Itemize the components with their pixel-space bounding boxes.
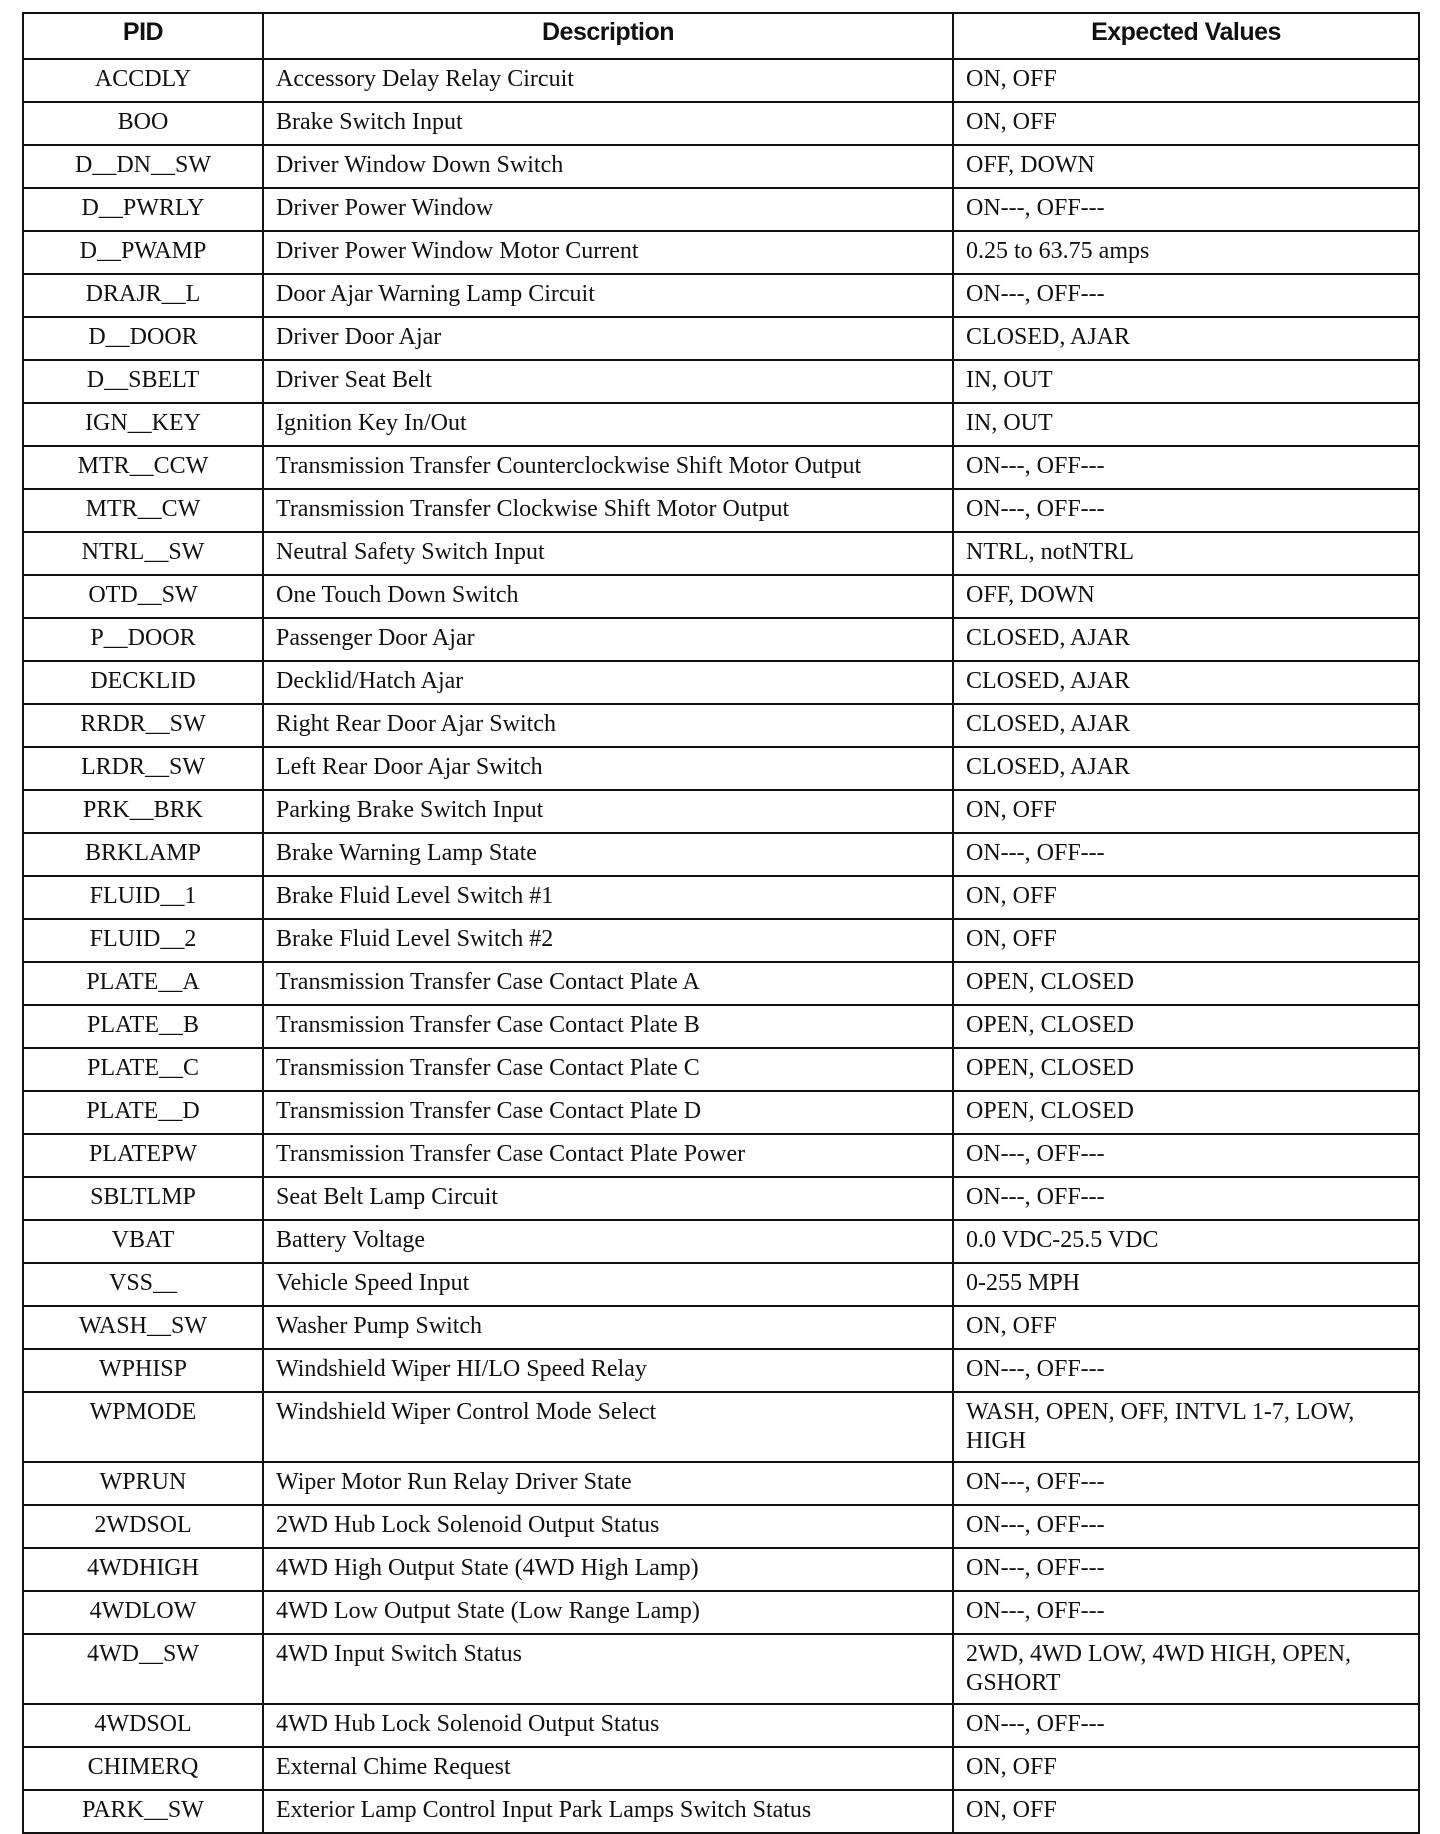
expected-values-cell: 0-255 MPH (953, 1263, 1419, 1306)
pid-cell: MTR__CCW (23, 446, 263, 489)
description-cell: Driver Power Window (263, 188, 953, 231)
expected-values-cell: ON, OFF (953, 59, 1419, 102)
description-cell: External Chime Request (263, 1747, 953, 1790)
description-cell: Parking Brake Switch Input (263, 790, 953, 833)
pid-cell: D__DN__SW (23, 145, 263, 188)
expected-values-cell: ON, OFF (953, 102, 1419, 145)
description-cell: Exterior Lamp Control Input Park Lamps Switch Status (263, 1790, 953, 1833)
table-row (23, 1747, 1419, 1790)
expected-values-cell: ON, OFF (953, 919, 1419, 962)
description-cell: Transmission Transfer Case Contact Plate B (263, 1005, 953, 1048)
pid-cell: IGN__KEY (23, 403, 263, 446)
expected-values-cell: ON---, OFF--- (953, 489, 1419, 532)
pid-cell: WASH__SW (23, 1306, 263, 1349)
table-row (23, 231, 1419, 274)
expected-values-cell: 0.0 VDC-25.5 VDC (953, 1220, 1419, 1263)
header-row (23, 13, 1419, 59)
header-expected-values: Expected Values (953, 13, 1419, 59)
description-cell: Brake Warning Lamp State (263, 833, 953, 876)
description-cell: Decklid/Hatch Ajar (263, 661, 953, 704)
table-row (23, 532, 1419, 575)
pid-cell: 4WD__SW (23, 1634, 263, 1704)
description-cell: Transmission Transfer Clockwise Shift Motor Output (263, 489, 953, 532)
description-cell: 4WD Low Output State (Low Range Lamp) (263, 1591, 953, 1634)
description-cell: Washer Pump Switch (263, 1306, 953, 1349)
pid-cell: MTR__CW (23, 489, 263, 532)
table-row (23, 1134, 1419, 1177)
pid-cell: PLATE__A (23, 962, 263, 1005)
description-cell: Transmission Transfer Case Contact Plate D (263, 1091, 953, 1134)
pid-cell: PRK__BRK (23, 790, 263, 833)
pid-cell: 4WDSOL (23, 1704, 263, 1747)
pid-cell: DRAJR__L (23, 274, 263, 317)
expected-values-cell: OPEN, CLOSED (953, 1048, 1419, 1091)
pid-cell: FLUID__1 (23, 876, 263, 919)
expected-values-cell: CLOSED, AJAR (953, 661, 1419, 704)
expected-values-cell: ON, OFF (953, 790, 1419, 833)
expected-values-cell: OFF, DOWN (953, 145, 1419, 188)
expected-values-cell: ON---, OFF--- (953, 1548, 1419, 1591)
table-row (23, 1462, 1419, 1505)
pid-cell: D__PWAMP (23, 231, 263, 274)
expected-values-cell: ON, OFF (953, 876, 1419, 919)
description-cell: Seat Belt Lamp Circuit (263, 1177, 953, 1220)
description-cell: Driver Power Window Motor Current (263, 231, 953, 274)
table-row (23, 1005, 1419, 1048)
expected-values-cell: ON, OFF (953, 1790, 1419, 1833)
pid-cell: P__DOOR (23, 618, 263, 661)
pid-cell: 4WDLOW (23, 1591, 263, 1634)
description-cell: Accessory Delay Relay Circuit (263, 59, 953, 102)
pid-cell: VBAT (23, 1220, 263, 1263)
table-row (23, 1306, 1419, 1349)
table-row (23, 446, 1419, 489)
table-row (23, 747, 1419, 790)
table-row (23, 790, 1419, 833)
description-cell: Windshield Wiper HI/LO Speed Relay (263, 1349, 953, 1392)
table-row (23, 1349, 1419, 1392)
expected-values-cell: CLOSED, AJAR (953, 618, 1419, 661)
expected-values-cell: ON---, OFF--- (953, 1591, 1419, 1634)
table-row (23, 1634, 1419, 1704)
pid-cell: PARK__SW (23, 1790, 263, 1833)
pid-cell: DECKLID (23, 661, 263, 704)
expected-values-cell: ON---, OFF--- (953, 1505, 1419, 1548)
pid-cell: PLATEPW (23, 1134, 263, 1177)
table-row (23, 833, 1419, 876)
description-cell: Battery Voltage (263, 1220, 953, 1263)
description-cell: Vehicle Speed Input (263, 1263, 953, 1306)
expected-values-cell: 0.25 to 63.75 amps (953, 231, 1419, 274)
table-row (23, 1392, 1419, 1462)
table-row (23, 1177, 1419, 1220)
pid-cell: BRKLAMP (23, 833, 263, 876)
expected-values-cell: ON, OFF (953, 1306, 1419, 1349)
expected-values-cell: CLOSED, AJAR (953, 317, 1419, 360)
table-row (23, 1091, 1419, 1134)
pid-cell: LRDR__SW (23, 747, 263, 790)
table-row (23, 1263, 1419, 1306)
table-row (23, 360, 1419, 403)
table-row (23, 1548, 1419, 1591)
expected-values-cell: OPEN, CLOSED (953, 962, 1419, 1005)
pid-cell: 4WDHIGH (23, 1548, 263, 1591)
pid-cell: FLUID__2 (23, 919, 263, 962)
pid-cell: SBLTLMP (23, 1177, 263, 1220)
table-body (23, 59, 1419, 1833)
table-row (23, 274, 1419, 317)
table-row (23, 618, 1419, 661)
pid-cell: D__PWRLY (23, 188, 263, 231)
pid-cell: D__SBELT (23, 360, 263, 403)
table-row (23, 317, 1419, 360)
description-cell: Brake Switch Input (263, 102, 953, 145)
description-cell: Right Rear Door Ajar Switch (263, 704, 953, 747)
table-row (23, 489, 1419, 532)
header-description: Description (263, 13, 953, 59)
description-cell: Brake Fluid Level Switch #2 (263, 919, 953, 962)
pid-cell: BOO (23, 102, 263, 145)
pid-cell: PLATE__C (23, 1048, 263, 1091)
table-row (23, 403, 1419, 446)
expected-values-cell: WASH, OPEN, OFF, INTVL 1-7, LOW, HIGH (953, 1392, 1419, 1462)
expected-values-cell: ON---, OFF--- (953, 1462, 1419, 1505)
expected-values-cell: ON---, OFF--- (953, 1177, 1419, 1220)
pid-cell: WPHISP (23, 1349, 263, 1392)
description-cell: Transmission Transfer Case Contact Plate Power (263, 1134, 953, 1177)
description-cell: Driver Window Down Switch (263, 145, 953, 188)
table-row (23, 1048, 1419, 1091)
description-cell: Driver Door Ajar (263, 317, 953, 360)
pid-cell: ACCDLY (23, 59, 263, 102)
pid-cell: PLATE__D (23, 1091, 263, 1134)
expected-values-cell: ON---, OFF--- (953, 1134, 1419, 1177)
table-row (23, 1220, 1419, 1263)
pid-cell: OTD__SW (23, 575, 263, 618)
table-row (23, 919, 1419, 962)
pid-cell: CHIMERQ (23, 1747, 263, 1790)
description-cell: Brake Fluid Level Switch #1 (263, 876, 953, 919)
table-row (23, 962, 1419, 1005)
expected-values-cell: NTRL, notNTRL (953, 532, 1419, 575)
description-cell: Transmission Transfer Case Contact Plate C (263, 1048, 953, 1091)
expected-values-cell: ON---, OFF--- (953, 1349, 1419, 1392)
description-cell: Passenger Door Ajar (263, 618, 953, 661)
pid-cell: D__DOOR (23, 317, 263, 360)
expected-values-cell: OPEN, CLOSED (953, 1091, 1419, 1134)
pid-cell: NTRL__SW (23, 532, 263, 575)
expected-values-cell: ON---, OFF--- (953, 188, 1419, 231)
table-row (23, 145, 1419, 188)
table-row (23, 1591, 1419, 1634)
table-row (23, 102, 1419, 145)
table-row (23, 59, 1419, 102)
table-row (23, 575, 1419, 618)
expected-values-cell: IN, OUT (953, 360, 1419, 403)
table-row (23, 1790, 1419, 1833)
expected-values-cell: 2WD, 4WD LOW, 4WD HIGH, OPEN, GSHORT (953, 1634, 1419, 1704)
table-row (23, 1704, 1419, 1747)
description-cell: 4WD High Output State (4WD High Lamp) (263, 1548, 953, 1591)
description-cell: Driver Seat Belt (263, 360, 953, 403)
description-cell: Left Rear Door Ajar Switch (263, 747, 953, 790)
expected-values-cell: ON---, OFF--- (953, 833, 1419, 876)
description-cell: 2WD Hub Lock Solenoid Output Status (263, 1505, 953, 1548)
table-row (23, 661, 1419, 704)
description-cell: Windshield Wiper Control Mode Select (263, 1392, 953, 1462)
table-row (23, 188, 1419, 231)
expected-values-cell: ON, OFF (953, 1747, 1419, 1790)
pid-cell: WPRUN (23, 1462, 263, 1505)
expected-values-cell: OFF, DOWN (953, 575, 1419, 618)
expected-values-cell: ON---, OFF--- (953, 1704, 1419, 1747)
description-cell: Ignition Key In/Out (263, 403, 953, 446)
pid-table (22, 12, 1420, 1834)
table-row (23, 704, 1419, 747)
pid-cell: WPMODE (23, 1392, 263, 1462)
description-cell: Transmission Transfer Case Contact Plate A (263, 962, 953, 1005)
pid-cell: 2WDSOL (23, 1505, 263, 1548)
expected-values-cell: ON---, OFF--- (953, 274, 1419, 317)
description-cell: Door Ajar Warning Lamp Circuit (263, 274, 953, 317)
expected-values-cell: CLOSED, AJAR (953, 747, 1419, 790)
pid-cell: PLATE__B (23, 1005, 263, 1048)
table-row (23, 876, 1419, 919)
table-row (23, 1505, 1419, 1548)
pid-cell: VSS__ (23, 1263, 263, 1306)
description-cell: Wiper Motor Run Relay Driver State (263, 1462, 953, 1505)
expected-values-cell: OPEN, CLOSED (953, 1005, 1419, 1048)
pid-cell: RRDR__SW (23, 704, 263, 747)
description-cell: Neutral Safety Switch Input (263, 532, 953, 575)
document-page (22, 12, 1418, 1834)
expected-values-cell: ON---, OFF--- (953, 446, 1419, 489)
description-cell: 4WD Hub Lock Solenoid Output Status (263, 1704, 953, 1747)
description-cell: 4WD Input Switch Status (263, 1634, 953, 1704)
header-pid: PID (23, 13, 263, 59)
description-cell: One Touch Down Switch (263, 575, 953, 618)
expected-values-cell: CLOSED, AJAR (953, 704, 1419, 747)
expected-values-cell: IN, OUT (953, 403, 1419, 446)
description-cell: Transmission Transfer Counterclockwise Shift Motor Output (263, 446, 953, 489)
